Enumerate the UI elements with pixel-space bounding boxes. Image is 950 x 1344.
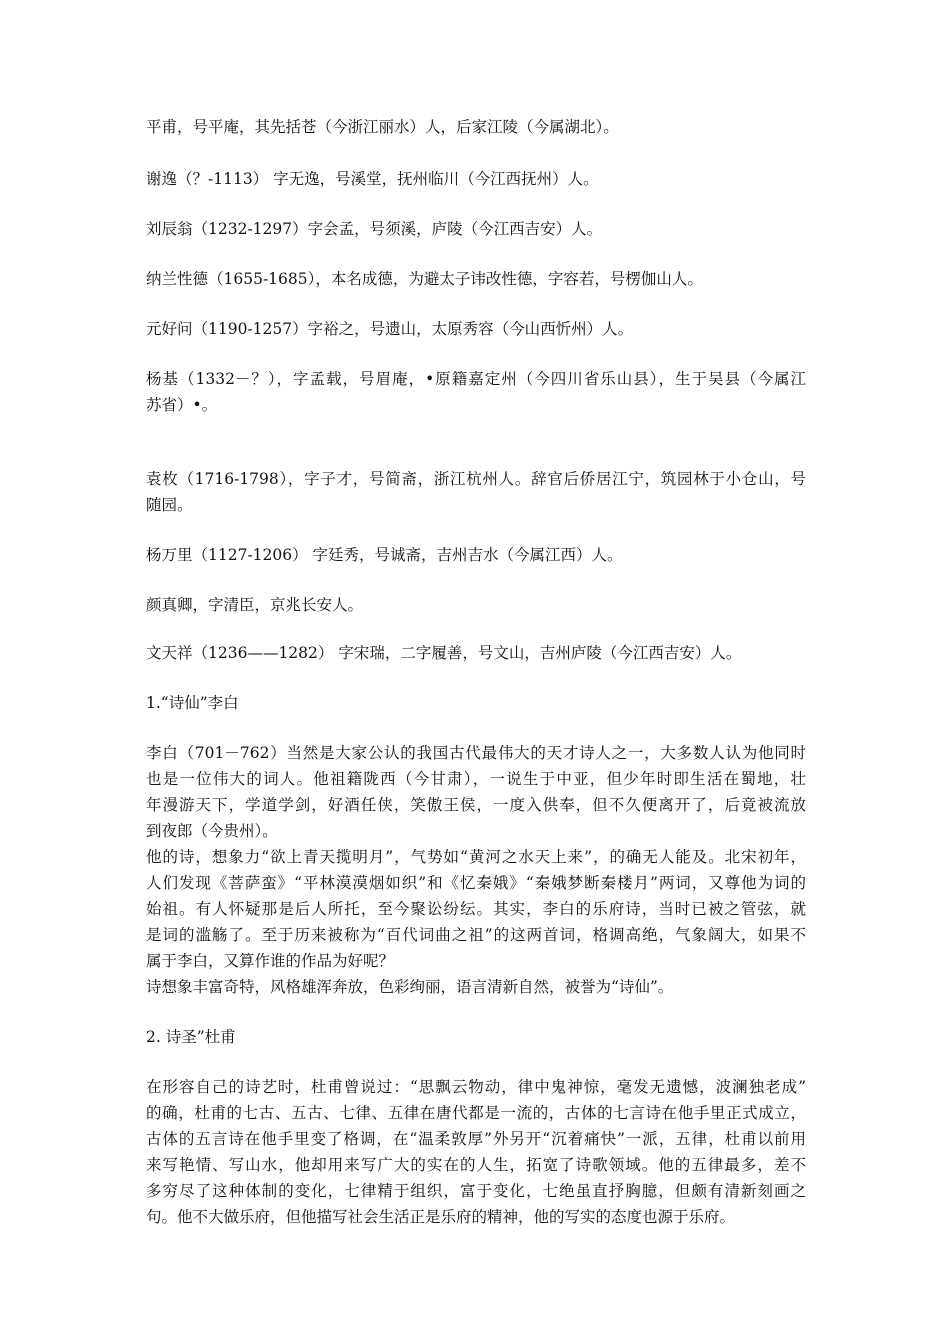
bio-yan-zhenqing: 颜真卿，字清臣，京兆长安人。 xyxy=(146,596,364,614)
paragraph-line: 人们发现《菩萨蛮》“平林漠漠烟如织”和《忆秦娥》“秦娥梦断秦楼月”两词，又尊他为词的 xyxy=(146,874,806,892)
section-heading-du-fu: 2. 诗圣”杜甫 xyxy=(146,1028,236,1046)
paragraph-line: 句。他不大做乐府，但他描写社会生活正是乐府的精神，他的写实的态度也源于乐府。 xyxy=(146,1208,736,1226)
paragraph-line: 属于李白，又算作谁的作品为好呢？ xyxy=(146,952,395,970)
bio-yang-wanli: 杨万里（1127-1206） 字廷秀，号诚斋，吉州吉水（今属江西）人。 xyxy=(146,546,623,564)
bio-yuan-mei-line-1: 袁枚（1716-1798），字子才，号简斋，浙江杭州人。辞官后侨居江宁，筑园林于小仓山，号 xyxy=(146,470,806,488)
paragraph-line: 在形容自己的诗艺时，杜甫曾说过：“思飘云物动，律中鬼神惊，毫发无遗憾，波澜独老成” xyxy=(146,1078,806,1096)
section-heading-li-bai: 1.“诗仙”李白 xyxy=(146,694,239,712)
bio-nalan-xingde: 纳兰性德（1655-1685），本名成德，为避太子讳改性德，字容若，号楞伽山人。 xyxy=(146,270,703,288)
bio-liu-chenweng: 刘辰翁（1232-1297）字会孟，号须溪，庐陵（今江西吉安）人。 xyxy=(146,220,603,238)
bio-wen-tianxiang: 文天祥（1236——1282） 字宋瑞，二字履善，号文山，吉州庐陵（今江西吉安）人。 xyxy=(146,644,742,662)
paragraph-line: 他的诗，想象力“欲上青天揽明月”，气势如“黄河之水天上来”，的确无人能及。北宋初年， xyxy=(146,848,806,866)
bio-yang-ji-line-1: 杨基（1332－？），字孟载，号眉庵，•原籍嘉定州（今四川省乐山县），生于吴县（今属江 xyxy=(146,370,806,388)
paragraph-line: 李白（701－762）当然是大家公认的我国古代最伟大的天才诗人之一，大多数人认为他同时 xyxy=(146,744,806,762)
paragraph-line: 到夜郎（今贵州）。 xyxy=(146,822,278,840)
paragraph-line: 来写艳情、写山水，他却用来写广大的实在的人生，拓宽了诗歌领域。他的五律最多，差不 xyxy=(146,1156,806,1174)
bio-pingfu: 平甫，号平庵，其先括苍（今浙江丽水）人，后家江陵（今属湖北）。 xyxy=(146,118,619,136)
paragraph-line: 古体的五言诗在他手里变了格调，在“温柔敦厚”外另开“沉着痛快”一派，五律，杜甫以前用 xyxy=(146,1130,806,1148)
paragraph-line: 是词的滥觞了。至于历来被称为“百代词曲之祖”的这两首词，格调高绝，气象阔大，如果不 xyxy=(146,926,806,944)
paragraph-line: 多穷尽了这种体制的变化，七律精于组织，富于变化，七绝虽直抒胸臆，但颇有清新刻画之 xyxy=(146,1182,806,1200)
paragraph-line: 的确，杜甫的七古、五古、七律、五律在唐代都是一流的，古体的七言诗在他手里正式成立， xyxy=(146,1104,806,1122)
paragraph-line: 也是一位伟大的词人。他祖籍陇西（今甘肃），一说生于中亚，但少年时即生活在蜀地，壮 xyxy=(146,770,806,788)
bio-yang-ji-line-2: 苏省）•。 xyxy=(146,396,218,414)
paragraph-line: 诗想象丰富奇特，风格雄浑奔放，色彩绚丽，语言清新自然，被誉为“诗仙”。 xyxy=(146,978,674,996)
bio-yuan-mei-line-2: 随园。 xyxy=(146,496,193,514)
paragraph-line: 年漫游天下，学道学剑，好酒任侠，笑傲王侯，一度入供奉，但不久便离开了，后竟被流放 xyxy=(146,796,806,814)
bio-yuan-haowen: 元好问（1190-1257）字裕之，号遗山，太原秀容（今山西忻州）人。 xyxy=(146,320,634,338)
paragraph-line: 始祖。有人怀疑那是后人所托，至今聚讼纷纭。其实，李白的乐府诗，当时已被之管弦，就 xyxy=(146,900,806,918)
bio-xie-yi: 谢逸（？-1113） 字无逸，号溪堂，抚州临川（今江西抚州）人。 xyxy=(146,170,599,188)
